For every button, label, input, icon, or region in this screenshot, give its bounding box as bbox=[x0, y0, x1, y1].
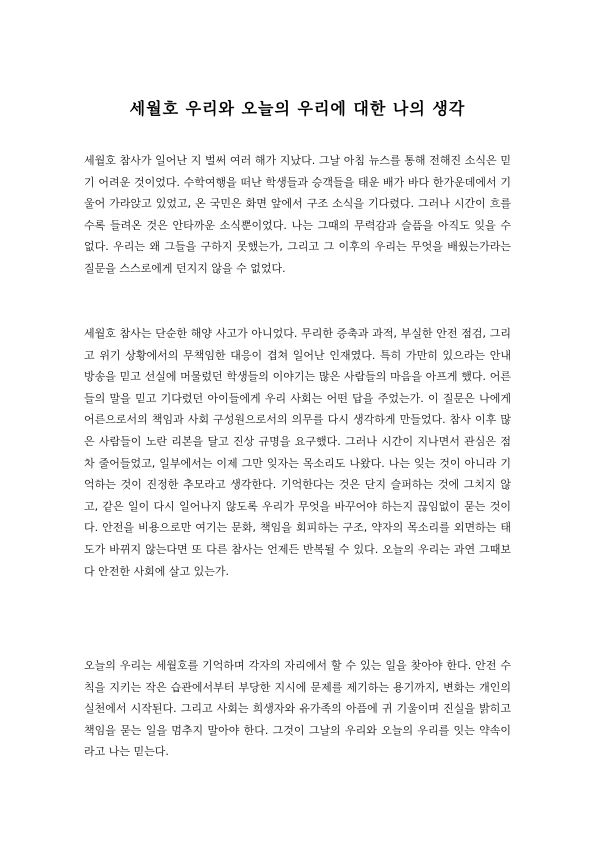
document-title: 세월호 우리와 오늘의 우리에 대한 나의 생각 bbox=[129, 99, 466, 118]
paragraph-1: 세월호 참사가 일어난 지 벌써 여러 해가 지났다. 그날 아침 뉴스를 통해 전해진 소식은 믿기 어려운 것이었다. 수학여행을 떠난 학생들과 승객들을 태운 배가 바다 한가운데에서 기울어 가라앉고 있었고, 온 국민은 화면 앞에서 구조 소식을 기다렸다. 그러나 시간이 흐를수록 들려온 것은 안타까운 소식뿐이었다. 나는 그때의 무력감과 슬픔을 아직도 잊을 수 없다. 우리는 왜 그들을 구하지 못했는가, 그리고 그 이후의 우리는 무엇을 배웠는가라는 질문을 스스로에게 던지지 않을 수 없었다. bbox=[84, 154, 511, 275]
paragraph-2: 세월호 참사는 단순한 해양 사고가 아니었다. 무리한 증축과 과적, 부실한 안전 점검, 그리고 위기 상황에서의 무책임한 대응이 겹쳐 일어난 인재였다. 특히 가만히 있으라는 안내 방송을 믿고 선실에 머물렀던 학생들의 이야기는 많은 사람들의 마음을 아프게 했다. 어른들의 말을 믿고 기다렸던 아이들에게 우리 사회는 어떤 답을 주었는가. 이 질문은 나에게 어른으로서의 책임과 사회 구성원으로서의 의무를 다시 생각하게 만들었다. 참사 이후 많은 사람들이 노란 리본을 달고 진상 규명을 요구했다. 그러나 시간이 지나면서 관심은 점차 줄어들었고, 일부에서는 이제 그만 잊자는 목소리도 나왔다. 나는 잊는 것이 아니라 기억하는 것이 진정한 추모라고 생각한다. 기억한다는 것은 단지 슬퍼하는 것에 그치지 않고, 같은 일이 다시 일어나지 않도록 우리가 무엇을 바꾸어야 하는지 끊임없이 묻는 것이다. 안전을 비용으로만 여기는 문화, 책임을 회피하는 구조, 약자의 목소리를 외면하는 태도가 바뀌지 않는다면 또 다른 참사는 언제든 반복될 수 있다. 오늘의 우리는 과연 그때보다 안전한 사회에 살고 있는가. bbox=[84, 327, 511, 578]
paragraph-3: 오늘의 우리는 세월호를 기억하며 각자의 자리에서 할 수 있는 일을 찾아야 한다. 안전 수칙을 지키는 작은 습관에서부터 부당한 지시에 문제를 제기하는 용기까지, 변화는 개인의 실천에서 시작된다. 그리고 사회는 희생자와 유가족의 아픔에 귀 기울이며 진실을 밝히고 책임을 묻는 일을 멈추지 말아야 한다. 그것이 그날의 우리와 오늘의 우리를 잇는 약속이라고 나는 믿는다. bbox=[84, 659, 511, 759]
